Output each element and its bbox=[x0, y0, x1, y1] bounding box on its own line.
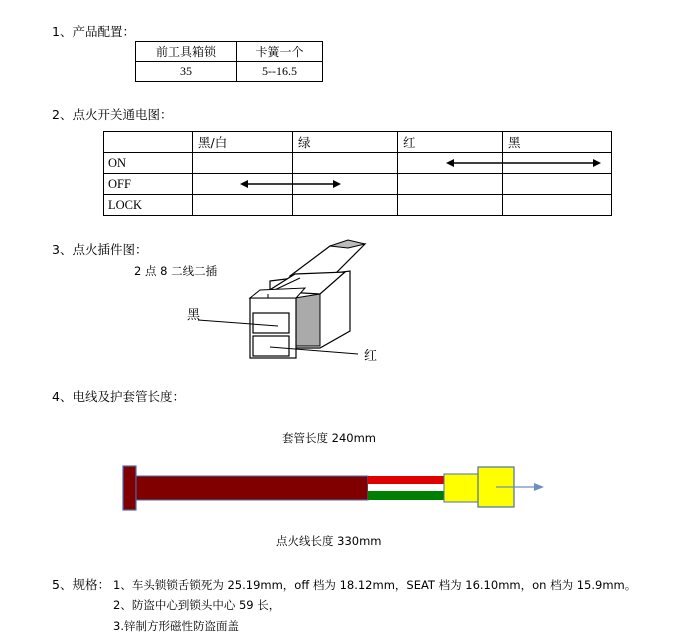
connector-sleeve bbox=[444, 474, 478, 502]
spec-item-3: 3.锌制方形磁性防盗面盖 bbox=[113, 619, 239, 633]
ignition-switch-table bbox=[103, 131, 612, 216]
wire-length-label: 点火线长度 330mm bbox=[276, 534, 382, 548]
sleeve-length-label: 套管长度 240mm bbox=[282, 431, 377, 445]
switch-cell bbox=[503, 174, 612, 195]
switch-cell bbox=[193, 174, 293, 195]
section1-heading: 1、产品配置： bbox=[52, 24, 135, 39]
product-config-table bbox=[135, 41, 323, 82]
switch-col-red: 红 bbox=[398, 132, 503, 153]
wire-assembly-drawing bbox=[118, 462, 548, 514]
section5-heading: 5、规格： bbox=[52, 577, 110, 592]
switch-cell bbox=[293, 153, 398, 174]
switch-row-on: ON bbox=[104, 153, 193, 174]
config-header-1: 前工具箱锁 bbox=[136, 42, 237, 62]
green-wire bbox=[368, 491, 446, 500]
switch-row-off: OFF bbox=[104, 174, 193, 195]
wire-gap bbox=[368, 484, 446, 491]
switch-cell bbox=[398, 174, 503, 195]
switch-cell bbox=[193, 153, 293, 174]
switch-col-black-white: 黑/白 bbox=[193, 132, 293, 153]
switch-cell bbox=[193, 195, 293, 216]
switch-cell bbox=[398, 195, 503, 216]
switch-col-blank bbox=[104, 132, 193, 153]
switch-col-black: 黑 bbox=[503, 132, 612, 153]
arrow-head-icon bbox=[534, 483, 544, 491]
switch-cell bbox=[398, 153, 503, 174]
section3-heading: 3、点火插件图： bbox=[52, 242, 148, 257]
connector-caption: 2 点 8 二线二插 bbox=[134, 264, 218, 278]
section2-heading: 2、点火开关通电图： bbox=[52, 107, 173, 122]
config-value-1: 35 bbox=[136, 62, 237, 82]
section4-heading: 4、电线及护套管长度： bbox=[52, 389, 185, 404]
spec-item-2: 2、防盗中心到锁头中心 59 长， bbox=[113, 598, 281, 612]
connector-drawing bbox=[180, 236, 380, 366]
sleeve-end-cap bbox=[123, 466, 136, 510]
switch-col-green: 绿 bbox=[293, 132, 398, 153]
switch-cell bbox=[293, 195, 398, 216]
config-value-2: 5--16.5 bbox=[237, 62, 323, 82]
protective-sleeve bbox=[136, 476, 368, 500]
label-black: 黑 bbox=[187, 308, 201, 323]
spec-item-1: 1、车头锁锁舌锁死为 25.19mm，off 档为 18.12mm，SEAT 档为 16.10mm，on 档为 15.9mm。 bbox=[113, 578, 637, 592]
switch-row-lock: LOCK bbox=[104, 195, 193, 216]
switch-cell bbox=[503, 153, 612, 174]
label-red: 红 bbox=[364, 349, 378, 364]
switch-cell bbox=[293, 174, 398, 195]
switch-cell bbox=[503, 195, 612, 216]
config-header-2: 卡簧一个 bbox=[237, 42, 323, 62]
red-wire bbox=[368, 476, 446, 484]
